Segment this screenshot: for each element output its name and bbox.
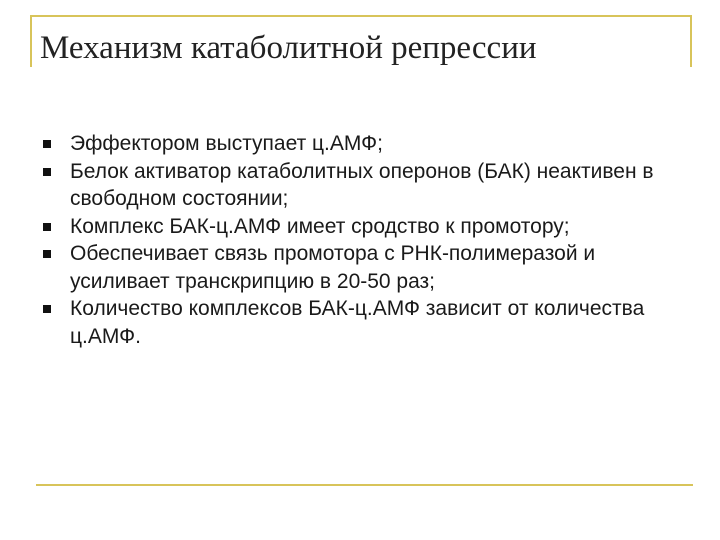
frame-left-line bbox=[30, 15, 32, 67]
square-bullet-icon bbox=[43, 168, 51, 176]
bullet-text: Обеспечивает связь промотора с РНК-полимеразой и усиливает транскрипцию в 20-50 раз; bbox=[70, 242, 596, 293]
bullet-item bbox=[40, 130, 680, 158]
bullet-text: Белок активатор катаболитных оперонов (БАК) неактивен в свободном состоянии; bbox=[70, 159, 654, 210]
bullet-list bbox=[40, 130, 680, 350]
square-bullet-icon bbox=[43, 223, 51, 231]
bullet-item bbox=[40, 158, 680, 213]
frame-bottom-line bbox=[36, 484, 693, 486]
frame-top-line bbox=[30, 15, 692, 17]
bullet-text: Количество комплексов БАК-ц.АМФ зависит от количества ц.АМФ. bbox=[70, 297, 645, 348]
frame-right-line bbox=[690, 15, 692, 67]
slide-title: Механизм катаболитной репрессии bbox=[40, 30, 537, 66]
bullet-item bbox=[40, 240, 680, 295]
square-bullet-icon bbox=[43, 250, 51, 258]
square-bullet-icon bbox=[43, 305, 51, 313]
bullet-text: Эффектором выступает ц.АМФ; bbox=[70, 132, 383, 155]
bullet-text: Комплекс БАК-ц.АМФ имеет сродство к промотору; bbox=[70, 214, 570, 238]
bullet-item bbox=[40, 295, 680, 350]
bullet-item bbox=[40, 213, 680, 241]
square-bullet-icon bbox=[43, 140, 51, 148]
